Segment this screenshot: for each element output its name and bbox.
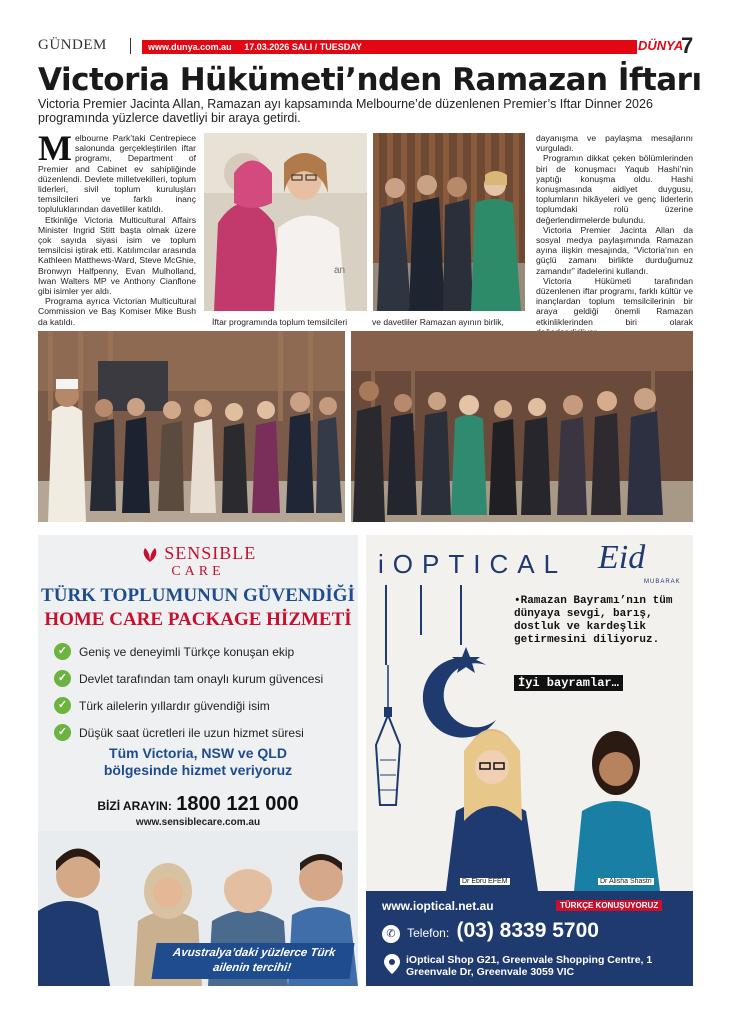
article-paragraph: Victoria Premier Jacinta Allan da sosyal medya paylaşımında Ramazan ayına ilişkin mesajında, “Victoria’nın en güçlü zamanı birlikte durduğumuz zamandır” ifadelerini kullandı. [536, 224, 693, 276]
ioptical-ad[interactable] [366, 535, 693, 986]
service-region: Tüm Victoria, NSW ve QLD bölgesinde hizmet veriyoruz [103, 745, 293, 778]
phone-line [382, 919, 599, 943]
eid-script: Eid [598, 539, 646, 576]
page-number: 7 [681, 33, 694, 58]
article-paragraph: Etkinliğe Victoria Multicultural Affairs Minister Ingrid Stitt başta olmak üzere çok sayıda siyasi isim ve toplum temsilcisi iştirak etti. Katılımcılar arasında Kathleen Matthews-Ward, Steve McGhie, Bronwyn Halfpenny, Evan Mulholland, Iwan Walters MP ve Anthony Cianflone gibi isimler yer aldı. [38, 214, 196, 297]
dunya-logo: DÜNYA [638, 38, 684, 53]
ad-title-2: HOME CARE PACKAGE HİZMETİ [44, 609, 352, 630]
feature-item: ✓ Geniş ve deneyimli Türkçe konuşan ekip [54, 638, 323, 665]
ioptical-website[interactable]: www.ioptical.net.au [382, 899, 494, 913]
header-bar [142, 40, 637, 54]
sensible-care-ad[interactable] [38, 535, 358, 986]
doctor-1-caption: Dr Ebru EFEM [462, 878, 508, 885]
contact-panel [366, 891, 693, 986]
photo-premier-embrace [204, 133, 367, 311]
phone-icon: ✆ [382, 925, 400, 943]
header-date: 17.03.2026 SALI / TUESDAY [244, 42, 362, 52]
flower-logo-icon [140, 546, 160, 564]
header-website[interactable]: www.dunya.com.au [148, 42, 232, 52]
article-paragraph: Victoria Hükümeti tarafından düzenlenen iftar programı, farklı kültür ve inançlardan toplum temsilcilerinin bir araya geldiği önemli Ramazan etkinliklerinden biri olarak [536, 275, 693, 327]
eid-mubarak: MUBARAK [644, 579, 681, 585]
ad-website[interactable]: www.sensiblecare.com.au [135, 817, 261, 828]
phone-number[interactable]: 1800 121 000 [176, 793, 299, 815]
sensible-care-logo [38, 545, 358, 580]
bayram-greeting: İyi bayramlar… [514, 675, 623, 691]
photo-group-wide-right [351, 331, 693, 522]
article-column-3 [536, 133, 693, 337]
article-paragraph: dayanışma ve paylaşma mesajlarını vurguladı. [536, 133, 693, 154]
turkish-badge: TÜRKÇE KONUŞUYORUZ [556, 900, 662, 911]
ad-title-1: TÜRK TOPLUMUNUN GÜVENDİĞİ [41, 585, 355, 606]
ad-banner: Avustralya’daki yüzlerce Türk ailenin tercihi! [151, 943, 354, 979]
article-paragraph: Programın dikkat çeken bölümlerinden biri de konuşmacı Yaqub Hashi’nin yaptığı konuşma oldu. Hashi konuşmasında aidiyet duygusu, toplumların hikâyeleri ve genç liderlerin toplumdaki rolü üzerine değerlendirmelerde bulundu. [536, 153, 693, 225]
bayram-message: •Ramazan Bayramı’nın tüm dünyaya sevgi, barış, dostluk ve kardeşlik getirmesini diliyoruz. [514, 595, 673, 646]
check-icon: ✓ [54, 643, 71, 660]
photo-caption-right: ve davetliler Ramazan ayının birlik, [372, 317, 504, 327]
check-icon: ✓ [54, 724, 71, 741]
brand-care: CARE [171, 564, 225, 579]
feature-item: ✓ Düşük saat ücretleri ile uzun hizmet süresi [54, 719, 323, 746]
call-line [38, 793, 358, 816]
article-headline: Victoria Hükümeti’nden Ramazan İftarı [38, 62, 702, 98]
article-standfirst: Victoria Premier Jacinta Allan, Ramazan ayı kapsamında Melbourne’de düzenlenen Premier’s Iftar Dinner 2026 programında yüzlerce davetliyi bir araya getirdi. [38, 97, 653, 125]
feature-item: ✓ Devlet tarafından tam onaylı kurum güvencesi [54, 665, 323, 692]
phone-label: Telefon: [407, 926, 450, 940]
photo-caption-left: İftar programında toplum temsilcileri [212, 317, 348, 327]
article-paragraph: Melbourne Park’taki Centrepiece salonunda gerçekleştirilen iftar programı, Department of Premier and Cabinet ev sahipliğinde düzenlendi. Devlete milletvekilleri, toplum liderleri, sivil toplum kuruluşları temsilcileri ve farklı inanç topluluklarından davetliler katıldı. [38, 128, 196, 215]
page-header [38, 33, 694, 58]
svg-text:an: an [334, 265, 346, 276]
check-icon: ✓ [54, 697, 71, 714]
feature-list [54, 638, 323, 746]
brand-name: SENSIBLE [164, 543, 257, 563]
header-divider [130, 38, 131, 54]
feature-item: ✓ Türk ailelerin yıllardır güvendiği isim [54, 692, 323, 719]
location-pin-icon [384, 954, 400, 974]
doctor-2-caption: Dr Alisha Shastri [600, 878, 652, 885]
article-column-1 [38, 128, 196, 327]
photo-group-wide-left [38, 331, 345, 522]
section-label: GÜNDEM [38, 37, 107, 53]
ioptical-logo: iOPTICAL [378, 549, 568, 579]
article-paragraph: Programa ayrıca Victorian Multicultural Commission ve Baş Komiser Mike Bush da katıldı. [38, 296, 196, 327]
photo-group-four [373, 133, 525, 311]
check-icon: ✓ [54, 670, 71, 687]
drop-cap: M [38, 128, 72, 168]
phone-number[interactable]: (03) 8339 5700 [456, 919, 599, 942]
store-address: iOptical Shop G21, Greenvale Shopping Centre, 1 Greenvale Dr, Greenvale 3059 VIC [406, 954, 653, 978]
doctors-photo [446, 711, 686, 891]
call-label: BİZİ ARAYIN: [97, 799, 172, 813]
